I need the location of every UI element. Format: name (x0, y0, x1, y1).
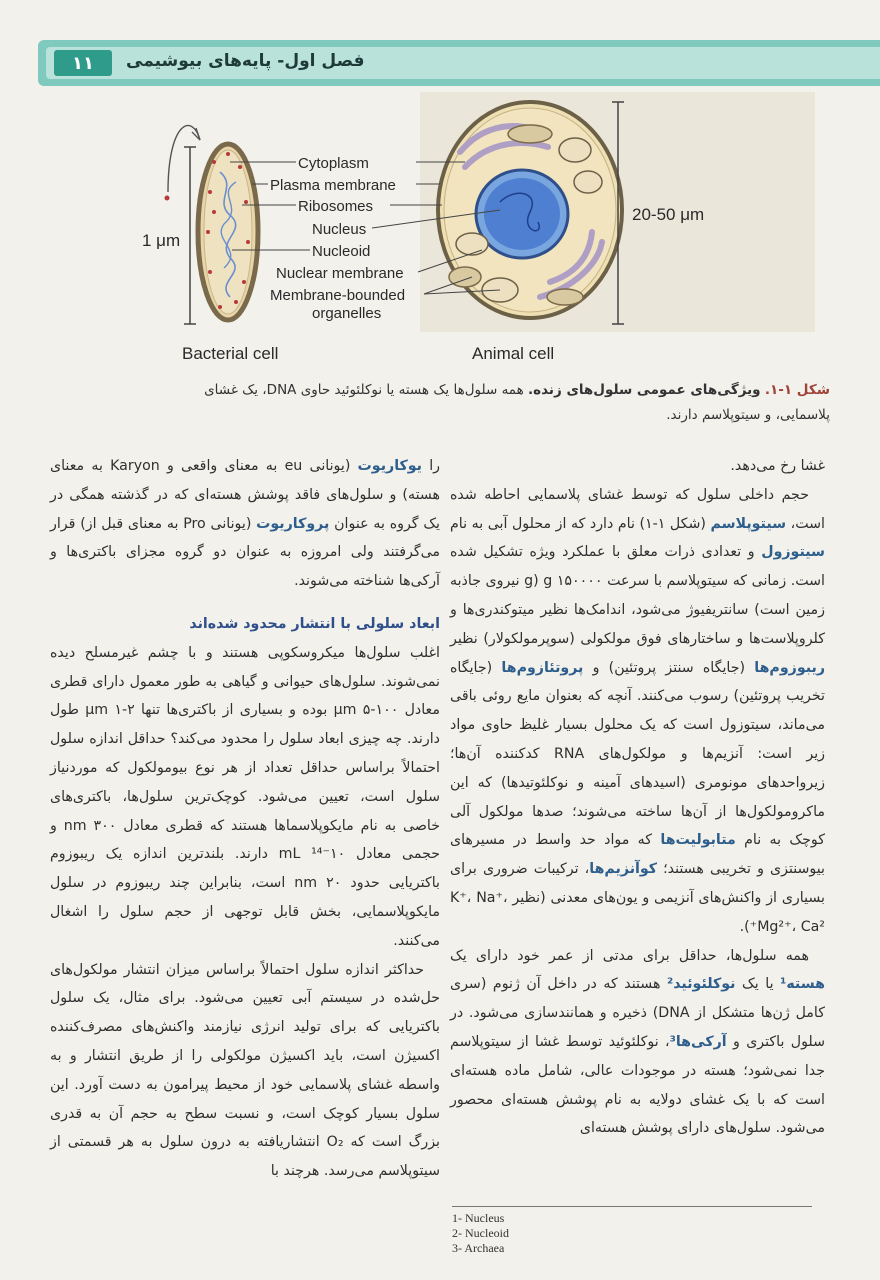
left-column (50, 452, 440, 1186)
section-heading: ابعاد سلولی با انتشار محدود شده‌اند (189, 615, 440, 632)
paragraph: غشا رخ می‌دهد. (730, 458, 825, 474)
term-eukaryote: یوکاریوت (357, 458, 422, 474)
paragraph-diffusion: حداکثر اندازه سلول احتمالاً براساس میزان انتشار مولکول‌های حل‌شده در سیستم آبی تعیین می‌شود. برای مثال، یک سلول باکتریایی که برای تولید انرژی نیازمند واکنش‌های مصرف‌کننده اکسیژن است، باید اکسیژن مولکولی را از طریق انتشار و به واسطه غشای پلاسمایی خود از محیط پیرامون به دست آورد. این سلول بسیار کوچک است، و نسبت سطح به حجم آن به قدری بزرگ است که O₂ انتشاریافته به درون سلول به هر قسمتی از سیتوپلاسم می‌رسد. هرچند با (50, 961, 440, 1180)
footnotes (452, 1206, 812, 1256)
footnote: 2- Nucleoid (452, 1226, 509, 1240)
page-number: ۱۱ (54, 50, 112, 76)
label-cytoplasm: Cytoplasm (298, 155, 369, 172)
term-metabolites: متابولیت‌ها (660, 832, 736, 849)
term-coenzymes: کوآنزیم‌ها (589, 861, 658, 878)
caption-text: همه سلول‌ها یک هسته یا نوکلئوئید حاوی DNA، یک غشای (204, 382, 524, 398)
bacterial-cell-drawing (165, 125, 259, 324)
label-membrane-bounded: Membrane-bounded (270, 287, 406, 304)
paragraph-cell-size: اغلب سلول‌ها میکروسکوپی هستند و با چشم غیرمسلح دیده نمی‌شوند. سلول‌های حیوانی و گیاهی به طور معمول دارای قطری معادل ۱۰۰-۵ μm بوده و بسیاری از باکتری‌ها تنها ۲-۱ μm طول دارند. چه چیزی ابعاد سلول را محدود می‌کند؟ حداقل اندازه سلول احتمالاً براساس حداقل تعداد از هر نوع بیومولکول که موردنیاز سلول است، تعیین می‌شود. کوچک‌ترین سلول‌ها، باکتری‌های خاصی به نام مایکوپلاسماها هستند که قطری معادل ۳۰۰ nm و حجمی معادل ۱۰⁻¹⁴ mL دارند. بلندترین اندازه یک ریبوزوم باکتریایی حدود ۲۰ nm است، بنابراین چند ریبوزوم در سلول مایکوپلاسمایی، بخش قابل توجهی از حجم سلول را اشغال می‌کنند. (50, 644, 441, 949)
caption-title: ویژگی‌های عمومی سلول‌های زنده. (528, 382, 761, 398)
term-cytoplasm: سیتوپلاسم (710, 515, 787, 532)
label-nucleus: Nucleus (312, 221, 367, 238)
paragraph-cytoplasm: حجم داخلی سلول که توسط غشای پلاسمایی احاطه شده است، سیتوپلاسم (شکل ۱-۱) نام دارد که از محلول آبی به نام سیتوزول و تعدادی ذرات معلق با عملکرد ویژه تشکیل شده است. زمانی که سیتوپلاسم با سرعت ۱۵۰۰۰۰ g (g نیروی جاذبه زمین است) سانتریفیوژ می‌شود، اندامک‌ها نظیر میتوکندری‌ها و کلروپلاست‌ها و ساختارهای فوق مولکولی (سوپرمولکولار) نظیر ریبوزوم‌ها (جایگاه سنتز پروتئین) و پروتئازوم‌ها (جایگاه تخریب پروتئین) رسوب می‌کنند. آنچه که بعنوان مایع روئی باقی می‌ماند، سیتوزول است که یک محلول بسیار غلیظ حاوی مواد زیر است: آنزیم‌ها و مولکول‌های RNA کدکننده آن‌ها؛ زیرواحدهای مونومری (اسیدهای آمینه و نوکلئوتیدها) که این ماکرومولکول‌ها از آن‌ها ساخته می‌شوند؛ صدها مولکول آلی کوچک به نام متابولیت‌ها که مواد حد واسط در مسیرهای بیوسنتزی و تخریبی هستند؛ کوآنزیم‌ها، ترکیبات ضروری برای بسیاری از واکنش‌های آنزیمی و یون‌های معدنی (نظیر K⁺، Na⁺، Mg²⁺، Ca²⁺). (450, 486, 826, 935)
footnote: 1- Nucleus (452, 1211, 505, 1225)
label-nuclear-membrane: Nuclear membrane (276, 265, 404, 282)
chapter-header-inner (46, 47, 880, 79)
label-nucleoid: Nucleoid (312, 243, 371, 260)
footnote: 3- Archaea (452, 1241, 505, 1255)
term-archaea: آرکی‌ها³ (669, 1033, 727, 1050)
animal-cell-label: Animal cell (472, 344, 555, 363)
term-prokaryote: پروکاریوت (256, 515, 330, 532)
label-plasma-membrane: Plasma membrane (270, 177, 396, 194)
term-cytosol: سیتوزول (761, 544, 825, 561)
term-nucleus: هسته¹ (780, 976, 825, 993)
term-nucleoid: نوکلئوئید² (667, 976, 736, 993)
scale-bacterial: 1 μm (142, 231, 181, 250)
label-organelles: organelles (312, 305, 382, 322)
scale-animal: 20-50 μm (632, 205, 705, 224)
cell-diagram (120, 92, 820, 372)
chapter-title: فصل اول- پایه‌های بیوشیمی (126, 51, 365, 71)
paragraph-nucleus: همه سلول‌ها، حداقل برای مدتی از عمر خود دارای یک هسته¹ یا یک نوکلئوئید² هستند که در داخل آن ژنوم (سری کامل ژن‌ها متشکل از DNA) ذخیره و همانندسازی می‌شود. در سلول باکتری و آرکی‌ها³، نوکلئوئید توسط غشا از سیتوپلاسم جدا نمی‌شود؛ هسته در موجودات عالی، شامل ماده هسته‌ای است که با یک غشای دولایه به نام پوشش هسته‌ای محصور می‌شود. سلول‌های دارای پوشش هسته‌ای (450, 947, 825, 1137)
chapter-header-bar (38, 40, 880, 86)
label-ribosomes: Ribosomes (298, 198, 374, 215)
bacterial-cell-label: Bacterial cell (182, 344, 279, 363)
caption-line-1 (130, 378, 830, 403)
right-column (450, 452, 825, 1143)
paragraph-eukaryote: را یوکاریوت (یونانی eu به معنای واقعی و Karyon به معنای هسته) و سلول‌های فاقد پوشش هسته‌ای که در گذشته همگی در یک گروه به عنوان پروکاریوت (یونانی Pro به معنای قبل از) قرار می‌گرفتند ولی امروزه به عنوان دو گروه مجزای باکتری‌ها و آرکی‌ها شناخته می‌شوند. (50, 458, 440, 590)
term-proteasomes: پروتئازوم‌ها (501, 659, 584, 676)
figure-caption (130, 378, 830, 428)
term-ribosomes: ریبوزوم‌ها (754, 659, 825, 676)
caption-line-2: پلاسمایی، و سیتوپلاسم دارند. (666, 407, 830, 423)
cell-figure (120, 92, 820, 372)
caption-label: شکل ۱-۱. (764, 382, 830, 398)
